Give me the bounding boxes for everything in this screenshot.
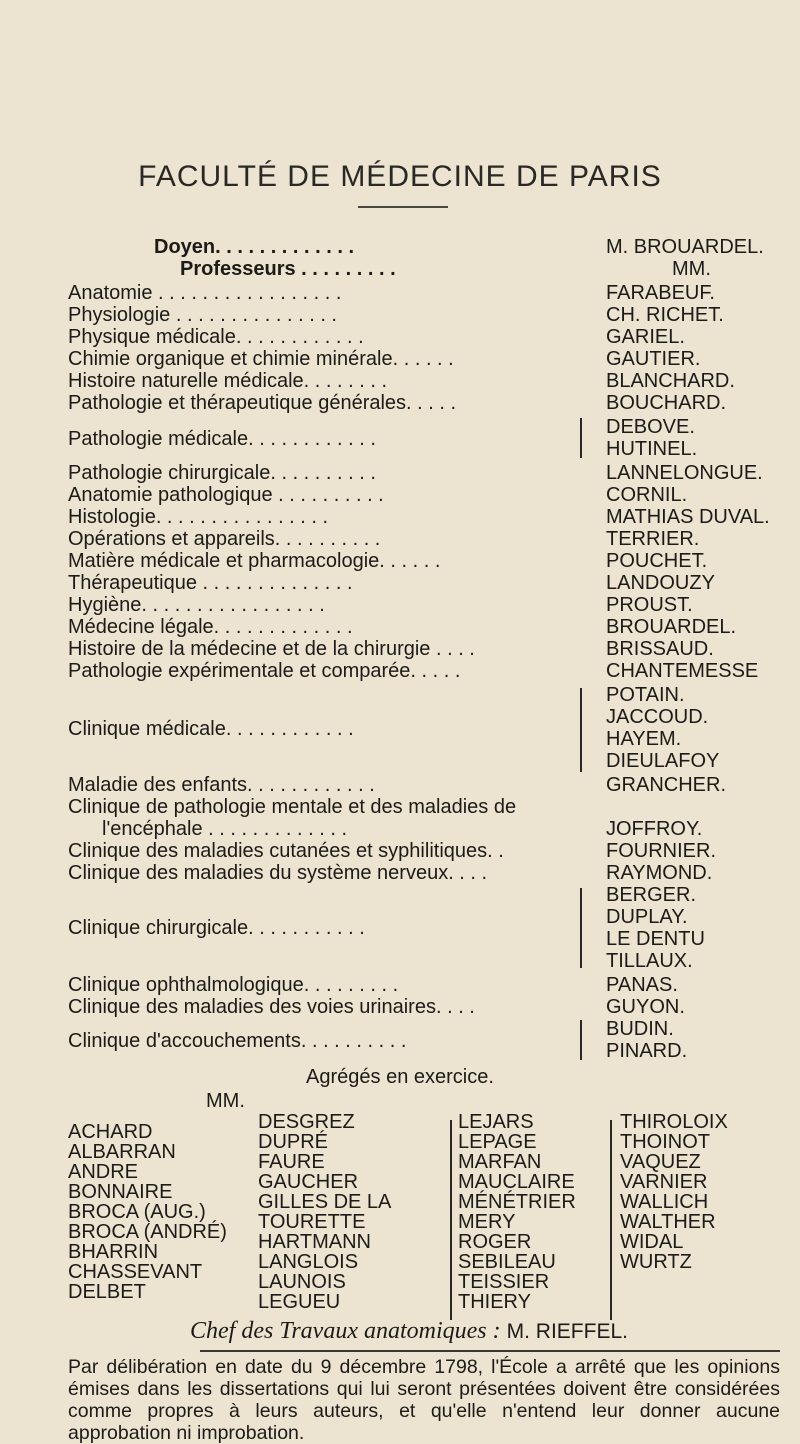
chair-name: HAYEM. (606, 728, 682, 750)
agrege-name: BONNAIRE (68, 1181, 173, 1203)
chair-name: BROUARDEL. (606, 616, 737, 638)
chair-label: Maladie des enfants. . . . . . . . . . . . (68, 774, 375, 796)
chair-name: CHANTEMESSE (606, 660, 759, 682)
agrege-name: LANGLOIS (258, 1251, 359, 1273)
chair-name: BLANCHARD. (606, 370, 735, 392)
chair-label: Médecine légale. . . . . . . . . . . . . (68, 616, 353, 638)
agrege-name: TOURETTE (258, 1211, 366, 1233)
chair-label: Opérations et appareils. . . . . . . . . . (68, 528, 381, 550)
chair-name: LANNELONGUE. (606, 462, 763, 484)
chair-label: Pathologie et thérapeutique générales. . . . . (68, 392, 457, 414)
professeurs-mm: MM. (672, 258, 711, 280)
agrege-name: THIERY (458, 1291, 531, 1313)
chair-label: Chimie organique et chimie minérale. . . . . . (68, 348, 454, 370)
chair-label: l'encéphale . . . . . . . . . . . . . (102, 818, 348, 840)
chair-label: Pathologie médicale. . . . . . . . . . . . (68, 428, 376, 450)
agrege-name: CHASSEVANT (68, 1261, 203, 1283)
chair-name: JACCOUD. (606, 706, 709, 728)
chair-name: PROUST. (606, 594, 693, 616)
chair-name: GUYON. (606, 996, 685, 1018)
chair-name: RAYMOND. (606, 862, 713, 884)
chair-name: JOFFROY. (606, 818, 703, 840)
agrege-name: ROGER (458, 1231, 532, 1253)
agrege-name: LAUNOIS (258, 1271, 346, 1293)
agrege-name: MERY (458, 1211, 516, 1233)
chair-name: BUDIN. (606, 1018, 674, 1040)
agrege-name: SEBILEAU (458, 1251, 556, 1273)
deliberation-paragraph: Par délibération en date du 9 décembre 1798, l'École a arrêté que les opinions émises dans les dissertations qui lui seront présentées doivent être considérées comme propres à leurs auteurs, et qu'elle n'entend leur donner aucune approbation ni improbation. (68, 1356, 780, 1444)
chair-name: DIEULAFOY (606, 750, 720, 772)
agrege-name: DUPRÉ (258, 1131, 329, 1153)
chair-label: Clinique médicale. . . . . . . . . . . . (68, 718, 354, 740)
chair-name: POTAIN. (606, 684, 685, 706)
chair-name: LANDOUZY (606, 572, 715, 594)
chair-name: FOURNIER. (606, 840, 716, 862)
chair-name: BOUCHARD. (606, 392, 727, 414)
doyen-name: M. BROUARDEL. (606, 236, 764, 258)
chair-label: Hygiène. . . . . . . . . . . . . . . . . (68, 594, 325, 616)
chair-name: HUTINEL. (606, 438, 698, 460)
chair-name: MATHIAS DUVAL. (606, 506, 770, 528)
agrege-name: TEISSIER (458, 1271, 550, 1293)
chair-label: Physique médicale. . . . . . . . . . . . (68, 326, 364, 348)
agrege-name: ACHARD (68, 1121, 153, 1143)
chair-name: BERGER. (606, 884, 697, 906)
agrege-name: THIROLOIX (620, 1111, 728, 1133)
chair-label: Pathologie expérimentale et comparée. . . . . (68, 660, 461, 682)
agreges-mm: MM. (206, 1090, 245, 1112)
agrege-name: LEGUEU (258, 1291, 341, 1313)
chair-label: Anatomie . . . . . . . . . . . . . . . . . (68, 282, 342, 304)
chair-label: Clinique d'accouchements. . . . . . . . . . (68, 1030, 407, 1052)
doyen-label: Doyen. . . . . . . . . . . . . (154, 236, 355, 258)
chair-label: Matière médicale et pharmacologie. . . . . . (68, 550, 441, 572)
agrege-name: ANDRE (68, 1161, 139, 1183)
agrege-name: BROCA (ANDRÉ) (68, 1221, 227, 1243)
agrege-name: GILLES DE LA (258, 1191, 392, 1213)
chair-label: Thérapeutique . . . . . . . . . . . . . . (68, 572, 353, 594)
chair-label: Physiologie . . . . . . . . . . . . . . . (68, 304, 337, 326)
chair-name: FARABEUF. (606, 282, 715, 304)
chair-name: GAUTIER. (606, 348, 701, 370)
agrege-name: LEJARS (458, 1111, 534, 1133)
professeurs-label: Professeurs . . . . . . . . . (180, 258, 396, 280)
agrege-name: WURTZ (620, 1251, 692, 1273)
agrege-name: HARTMANN (258, 1231, 371, 1253)
agrege-name: DELBET (68, 1281, 146, 1303)
agrege-name: WALLICH (620, 1191, 709, 1213)
agrege-name: FAURE (258, 1151, 325, 1173)
chair-label: Clinique des maladies du système nerveux. . . . (68, 862, 488, 884)
chair-name: DEBOVE. (606, 416, 695, 438)
agrege-name: BHARRIN (68, 1241, 159, 1263)
faculty-header: FACULTÉ DE MÉDECINE DE PARIS (138, 160, 662, 193)
agrege-name: WIDAL (620, 1231, 684, 1253)
agrege-name: ALBARRAN (68, 1141, 176, 1163)
chair-name: CORNIL. (606, 484, 688, 506)
chair-name: PANAS. (606, 974, 678, 996)
agrege-name: VAQUEZ (620, 1151, 701, 1173)
chair-name: TILLAUX. (606, 950, 693, 972)
agrege-name: MAUCLAIRE (458, 1171, 575, 1193)
chair-label: Histologie. . . . . . . . . . . . . . . . (68, 506, 329, 528)
chair-name: CH. RICHET. (606, 304, 724, 326)
chair-label: Histoire naturelle médicale. . . . . . . . (68, 370, 388, 392)
agrege-name: VARNIER (620, 1171, 708, 1193)
agrege-name: MÉNÉTRIER (458, 1191, 576, 1213)
chair-label: Clinique des maladies cutanées et syphilitiques. . (68, 840, 504, 862)
agreges-title: Agrégés en exercice. (306, 1066, 494, 1088)
chef-label: Chef des Travaux anatomiques : (190, 1318, 507, 1344)
chair-label: Clinique chirurgicale. . . . . . . . . . . (68, 917, 365, 939)
agrege-name: THOINOT (620, 1131, 710, 1153)
chef-name: M. RIEFFEL. (506, 1320, 628, 1343)
agrege-name: WALTHER (620, 1211, 716, 1233)
chair-label: Clinique de pathologie mentale et des maladies de (68, 796, 517, 818)
chair-name: TERRIER. (606, 528, 700, 550)
chair-name: POUCHET. (606, 550, 708, 572)
chair-label: Clinique ophthalmologique. . . . . . . . . (68, 974, 399, 996)
agrege-name: LEPAGE (458, 1131, 537, 1153)
chair-label: Pathologie chirurgicale. . . . . . . . . . (68, 462, 376, 484)
chair-label: Clinique des maladies des voies urinaires. . . . (68, 996, 475, 1018)
agrege-name: MARFAN (458, 1151, 542, 1173)
chair-name: LE DENTU (606, 928, 705, 950)
agrege-name: DESGREZ (258, 1111, 355, 1133)
chair-name: PINARD. (606, 1040, 688, 1062)
chair-name: GARIEL. (606, 326, 685, 348)
agrege-name: GAUCHER (258, 1171, 359, 1193)
chair-label: Anatomie pathologique . . . . . . . . . . (68, 484, 384, 506)
chair-name: GRANCHER. (606, 774, 727, 796)
chair-name: BRISSAUD. (606, 638, 714, 660)
chair-name: DUPLAY. (606, 906, 688, 928)
chair-label: Histoire de la médecine et de la chirurgie . . . . (68, 638, 475, 660)
agrege-name: BROCA (AUG.) (68, 1201, 206, 1223)
